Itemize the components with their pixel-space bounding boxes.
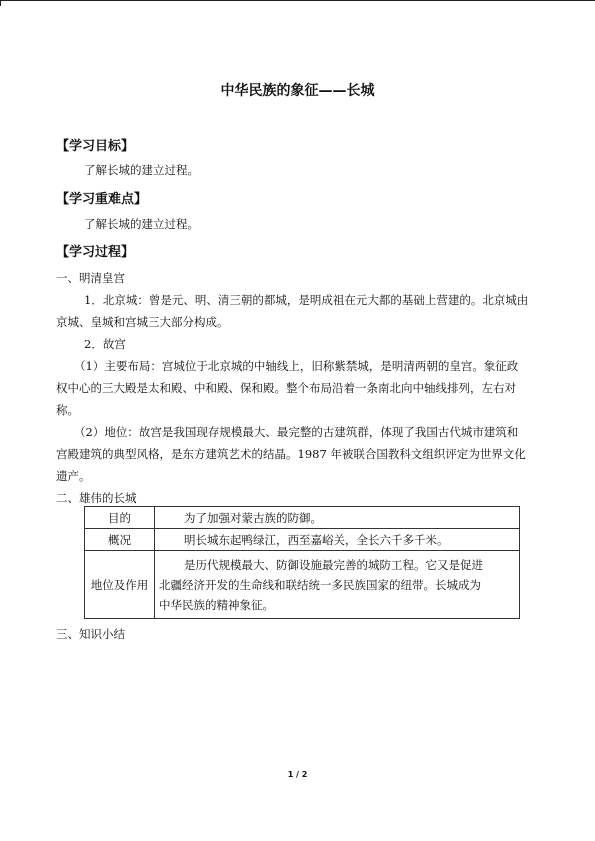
significance-line-3: 中华民族的精神象征。 bbox=[159, 597, 274, 612]
heading-learning-goal: 【学习目标】 bbox=[56, 139, 135, 154]
heading-key-points: 【学习重难点】 bbox=[56, 192, 148, 207]
layout-line-3: 称。 bbox=[56, 403, 79, 417]
layout-line-2: 权中心的三大殿是太和殿、中和殿、保和殿。整个布局沿着一条南北向中轴线排列，左右对 bbox=[56, 381, 516, 395]
significance-line-1: 是历代规模最大、防御设施最完善的城防工程。它又是促进 bbox=[184, 557, 483, 572]
great-wall-table bbox=[84, 506, 520, 619]
table-row bbox=[85, 529, 520, 551]
item-1-line-1: 1．北京城：曾是元、明、清三朝的都城，是明成祖在元大都的基础上营建的。北京城由 bbox=[84, 293, 529, 307]
table-cell-key-overview: 概况 bbox=[85, 529, 155, 551]
item-1-line-2: 京城、皇城和宫城三大部分构成。 bbox=[56, 315, 229, 329]
table-cell-key-purpose: 目的 bbox=[85, 507, 155, 529]
page-top-border bbox=[0, 0, 595, 1]
heading-learning-process: 【学习过程】 bbox=[56, 245, 135, 260]
status-line-3: 遗产。 bbox=[56, 469, 91, 483]
status-line-2: 宫殿建筑的典型风格，是东方建筑艺术的结晶。1987 年被联合国教科文组织评定为世界文化 bbox=[56, 447, 526, 461]
table-cell-value-purpose bbox=[155, 507, 520, 529]
table-cell-key-significance: 地位及作用 bbox=[85, 551, 155, 619]
section-1-heading: 一、明清皇宫 bbox=[56, 271, 125, 285]
table-cell-value-overview bbox=[155, 529, 520, 551]
section-2-heading: 二、雄伟的长城 bbox=[56, 491, 137, 505]
page-title: 中华民族的象征——长城 bbox=[220, 83, 375, 99]
table-cell-value-significance bbox=[155, 551, 520, 619]
learning-goal-text: 了解长城的建立过程。 bbox=[84, 163, 199, 177]
page-number: 1 / 2 bbox=[287, 770, 308, 779]
table-row bbox=[85, 551, 520, 619]
table-row bbox=[85, 507, 520, 529]
status-line-1: （2）地位：故宫是我国现存规模最大、最完整的古建筑群，体现了我国古代城市建筑和 bbox=[74, 425, 519, 439]
layout-line-1: （1）主要布局：宫城位于北京城的中轴线上，旧称紫禁城，是明清两朝的皇宫。象征政 bbox=[74, 359, 519, 373]
significance-line-2: 北疆经济开发的生命线和联结统一多民族国家的纽带。长城成为 bbox=[159, 577, 481, 592]
item-2-heading: 2．故宫 bbox=[84, 337, 126, 351]
section-3-heading: 三、知识小结 bbox=[56, 627, 125, 641]
purpose-text: 为了加强对蒙古族的防御。 bbox=[184, 510, 322, 525]
page-corner-mark bbox=[0, 0, 1, 6]
overview-text: 明长城东起鸭绿江，西至嘉峪关，全长六千多千米。 bbox=[184, 532, 449, 547]
key-points-text: 了解长城的建立过程。 bbox=[84, 217, 199, 231]
